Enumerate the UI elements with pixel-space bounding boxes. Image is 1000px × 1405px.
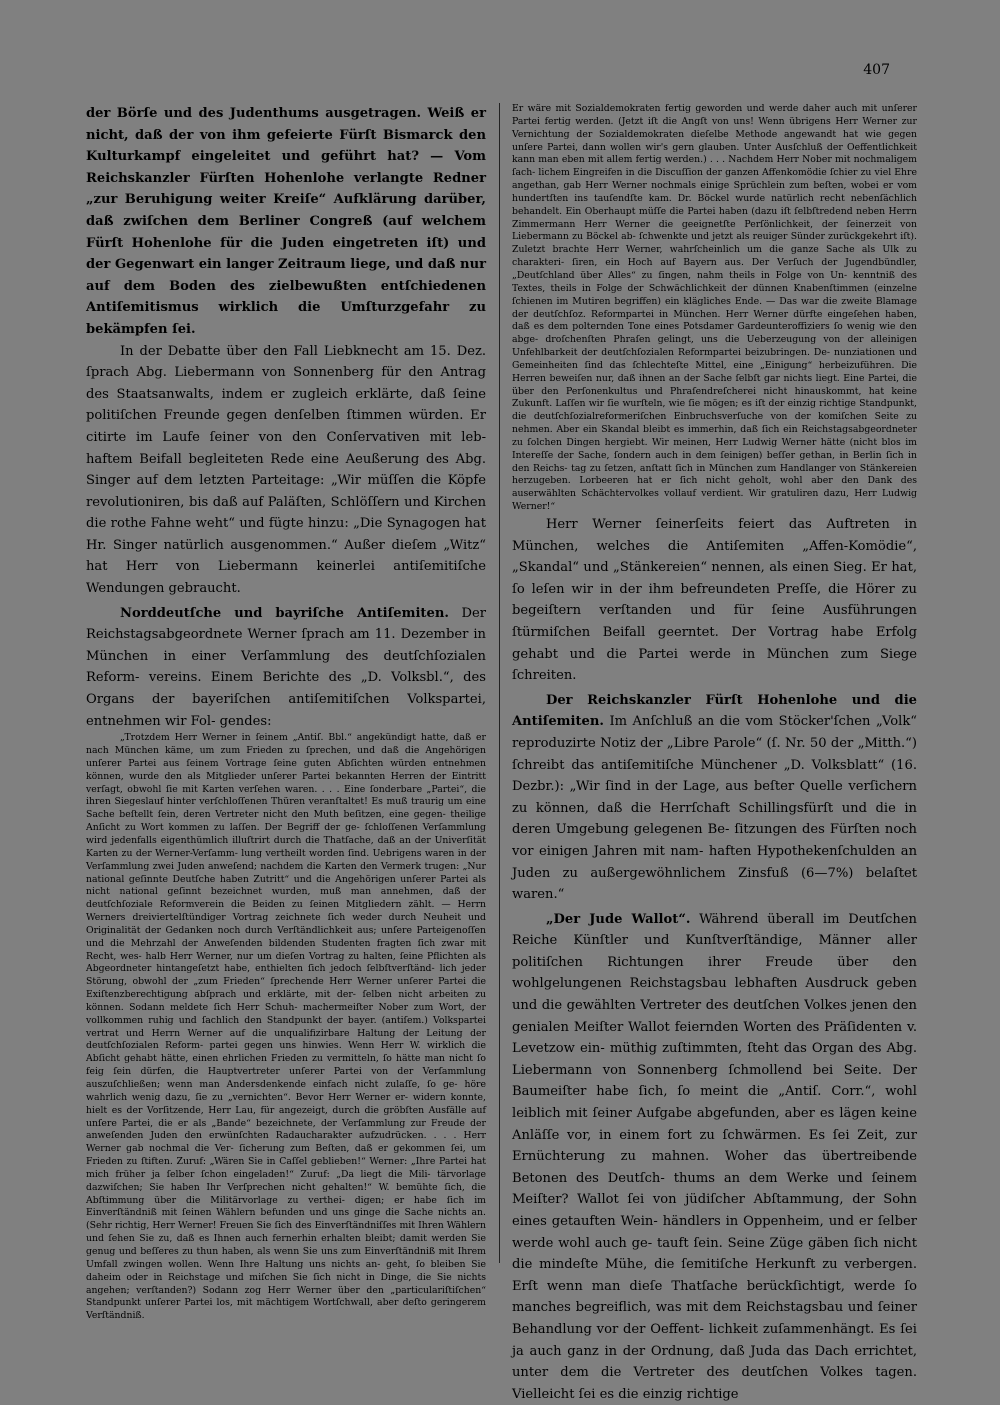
paragraph-border-kulturkampf: der Börſe und des Judenthums ausgetragen. Weiß er nicht, daß der von ihm gefeierte Fürſt Bismarck den Kulturkampf eingeleitet und geführt hat? — Vom Reichskanzler Fürſten Hohenlohe verlangte Redner „zur Beruhigung weiter Kreiſe“ Aufklärung darüber, daß zwiſchen dem Berliner Congreß (auf welchem Fürſt Hohenlohe für die Juden eingetreten iſt) und der Gegenwart ein langer Zeitraum liege, und daß nur auf dem Boden des zielbewußten entſchiedenen Antiſemitismus wirklich die Umſturzgefahr zu bekämpfen ſei.: [86, 106, 486, 337]
section-heading: „Der Jude Wallot“.: [546, 911, 691, 927]
section-body-text: Im Anſchluß an die vom Stöcker'ſchen „Volk“ reproduzirte Notiz der „Libre Parole“ (ſ. Nr. 50 der „Mitth.“) ſchreibt das antiſemitiſche Münchener „D. Volksblatt“ (16. Dezbr.): „Wir ſind in der Lage, aus beſter Quelle verſichern zu können, daß die Herrſchaft Schillingsfürſt und die in deren Umgebung gelegenen Be- ſitzungen des Fürſten noch vor einigen Jahren mit nam- haften Hypothekenſchulden an Juden zu außergewöhnlichem Zinsfuß (6—7%) belaſtet waren.“: [512, 714, 917, 903]
right-column: [512, 103, 917, 1405]
page-number: 407: [863, 62, 890, 78]
section-norddeutsche-bayrische: [86, 603, 486, 733]
section-heading: Der Reichskanzler Fürſt Hohenlohe und die Antiſemiten.: [512, 692, 917, 730]
section-heading: Norddeutſche und bayriſche Antiſemiten.: [120, 605, 449, 621]
paragraph-liebknecht-debate: In der Debatte über den Fall Liebknecht am 15. Dez. ſprach Abg. Liebermann von Sonnenberg für den Antrag des Staatsanwalts, indem er zugleich erklärte, daß ſeine politiſchen Freunde gegen denſelben ſtimmen würden. Er citirte im Laufe ſeiner von den Conſervativen mit leb- haftem Beifall begleiteten Rede eine Aeußerung des Abg. Singer auf dem letzten Parteitage: „Wir müſſen die Köpfe revolutioniren, bis daß auf Paläſten, Schlöſſern und Kirchen die rothe Fahne weht“ und fügte hinzu: „Die Synagogen hat Hr. Singer natürlich ausgenommen.“ Außer dieſem „Witz“ hat Herr von Liebermann keinerlei antiſemitiſche Wendungen gebraucht.: [86, 343, 486, 597]
quoted-report-continued: Er wäre mit Sozialdemokraten fertig geworden und werde daher auch mit unſerer Partei fertig werden. (Jetzt iſt die Angſt von uns! Wenn übrigens Herr Werner zur Vernichtung der Sozialdemokraten dieſelbe Methode angewandt hat wie gegen unſere Partei, dann wollen wir's gern glauben. Unter Ausſchluß der Oeffentlichkeit kann man eben mit allem fertig werden.) . . . Nachdem Herr Nober mit nochmaligem ſach- lichem Eingreifen in die Discuſſion der ganzen Affenkomödie ſchier zu viel Ehre angethan, gab Herr Werner nochmals einige Sprüchlein zum beſten, wobei er vom hundertſten ins tauſendſte kam. Dr. Böckel wurde natürlich recht nebenſächlich behandelt. Ein Oberhaupt müſſe die Partei haben (dazu iſt ſelbſtredend neben Herrn Zimmermann Herr Werner die geeignetſte Perſönlichkeit, der ſeinerzeit von Liebermann zu Böckel ab- ſchwenkte und jetzt als reuiger Sünder zurückgekehrt iſt). Zuletzt brachte Herr Werner, wahrſcheinlich um die ganze Sache als Ulk zu charakteri- ſiren, ein Hoch auf Bayern aus. Der Verſuch der Jugendbündler, „Deutſchland über Alles“ zu ſingen, nahm theils in Folge von Un- kenntniß des Textes, theils in Folge der Schwächlichkeit der dünnen Knabenſtimmen (einzelne ſchienen im Mutiren begriffen) ein klägliches Ende. — Das war die zweite Blamage der deutſchſoz. Reformpartei in München. Herr Werner dürfte eingeſehen haben, daß es dem polternden Tone eines Potsdamer Gardeunteroffiziers ſo wenig wie den abge- droſchenſten Phraſen gelingt, uns die Ueberzeugung von der alleinigen Unfehlbarkeit der deutſchſozialen Reformpartei beizubringen. De- nunziationen und Gemeinheiten ſind das ſchlechteſte Mittel, eine „Einigung“ herbeizuführen. Die Herren beweiſen nur, daß ihnen an der Sache ſelbſt gar nichts liegt. Eine Partei, die über den Perſonenkultus und Phraſendreſcherei nicht hinauskommt, hat keine Zukunft. Laſſen wir ſie wurſteln, wie ſie mögen; es iſt der einzig richtige Standpunkt, die deutſchſozialreformeriſchen Einbruchsverſuche von der komiſchen Seite zu nehmen. Aber ein Skandal bleibt es immerhin, daß ſich ein Reichstagsabgeordneter zu ſolchen Dingen hergiebt. Wir meinen, Herr Ludwig Werner hätte (nicht blos im Intereſſe der Sache, ſondern auch in dem ſeinigen) beſſer gethan, in Berlin ſich in den Reichs- tag zu ſetzen, anſtatt ſich in München zum Handlanger von Stänkereien herzugeben. Lorbeeren hat er ſich nicht geholt, wohl aber den Dank des auserwählten Schächtervolkes vollauf verdient. Wir gratuliren dazu, Herr Ludwig Werner!“: [512, 103, 917, 513]
section-intro-text: Der Reichstagsabgeordnete Werner ſprach am 11. Dezember in München in einer Verſammlung des deutſchſozialen Reform- vereins. Einem Berichte des „D. Volksbl.“, des Organs der bayeriſchen antiſemitiſchen Volkspartei, entnehmen wir Fol- gendes:: [86, 605, 486, 729]
section-hohenlohe: [512, 690, 917, 906]
quoted-report-text: „Trotzdem Herr Werner in ſeinem „Antiſ. Bbl.“ angekündigt hatte, daß er nach München käme, um zum Frieden zu ſprechen, und daß die Angehörigen unſerer Partei aus ſeinem Vortrage ſeine guten Abſichten würden entnehmen können, wurde den als Mitglieder unſerer Partei bekannten Herren der Eintritt verſagt, obwohl ſie mit Karten verſehen waren. . . . Eine ſonderbare „Partei“, die ihren Siegeslauf hinter verſchloſſenen Thüren veranſtaltet! Es muß traurig um eine Sache beſtellt ſein, deren Vertreter nicht den Muth beſitzen, eine gegen- theilige Anſicht zu Wort kommen zu laſſen. Der Begriff der ge- ſchloſſenen Verſammlung wird jedenfalls eigenthümlich illuſtrirt durch die Thatſache, daß an der Univerſität Karten zu der Werner-Verſamm- lung vertheilt worden ſind. Uebrigens waren in der Verſammlung zwei Juden anweſend; nachdem die Karten den Vermerk trugen: „Nur national geſinnte Deutſche haben Zutritt“ und die Angehörigen unſerer Partei als nicht national geſinnt bezeichnet wurden, muß man annehmen, daß der deutſchſoziale Reformverein die Beiden zu ſeinen Mitgliedern zählt. — Herrn Werners dreiviertelſtündiger Vortrag zeichnete ſich weder durch Neuheit und Originalität der Gedanken noch durch Verſtändlichkeit aus; unſere Parteigenoſſen und die Mehrzahl der Anweſenden bildenden Studenten fragten ſich zwar mit Recht, wes- halb Herr Werner, nur um dieſen Vortrag zu halten, ſeine Pflichten als Abgeordneter hintangeſetzt habe, enthielten ſich jedoch ſelbſtverſtänd- lich jeder Störung, obwohl der „zum Frieden“ ſprechende Herr Werner unſerer Partei die Exiſtenzberechtigung abſprach und erklärte, mit der- ſelben nicht arbeiten zu können. Sodann meldete ſich Herr Schuh- machermeiſter Nober zum Wort, der vollkommen ruhig und ſachlich den Standpunkt der bayer. (antiſem.) Volkspartei vertrat und Herrn Werner auf die unqualifizirbare Haltung der Leitung der deutſchſozialen Reform- partei gegen uns hinwies. Wenn Herr W. wirklich die Abſicht gehabt hätte, einen ehrlichen Frieden zu vermitteln, ſo hätte man nicht ſo feig ſein dürfen, die Hauptvertreter unſerer Partei von der Verſammlung auszuſchließen; wenn man Andersdenkende einfach nicht zulaſſe, ſo ge- höre wahrlich wenig dazu, ſie zu „vernichten“. Bevor Herr Werner er- widern konnte, hielt es der Vorſitzende, Herr Lau, für angezeigt, durch die gröbſten Ausfälle auf unſere Partei, die er als „Bande“ bezeichnete, der Verſammlung zur Freude der anweſenden Juden den erwünſchten Radaucharakter aufzudrücken. . . . Herr Werner gab nochmal die Ver- ſicherung zum Beſten, daß er gekommen ſei, um Frieden zu ſtiften. Zuruf: „Wären Sie in Caſſel geblieben!“ Werner: „Ihre Partei hat mich früher ja ſelber ſchon eingeladen!“ Zuruf: „Da liegt die Mili- tärvorlage dazwiſchen; Sie haben Ihr Verſprechen nicht gehalten!“ W. bemühte ſich, die Abſtimmung über die Militärvorlage zu verthei- digen; er habe ſich im Einverſtändniß mit ſeinen Wählern befunden und uns ginge die Sache nichts an. (Sehr richtig, Herr Werner! Freuen Sie ſich des Einverſtändniſſes mit Ihren Wählern und ſehen Sie zu, daß es Ihnen auch fernerhin erhalten bleibt; damit werden Sie genug und beſſeres zu thun haben, als wenn Sie uns zum Einverſtändniß mit Ihrem Umfall zwingen wollen. Wenn Ihre Haltung uns nichts an- geht, ſo bleiben Sie daheim oder in Reichstage und miſchen Sie ſich nicht in Dinge, die Sie nichts angehen; verſtanden?) Sodann zog Herr Werner über den „particulariſtiſchen“ Standpunkt unſerer Partei los, mit mächtigem Wortſchwall, aber deſto geringerem Verſtändniß.: [86, 732, 486, 1322]
section-body-text: Während überall im Deutſchen Reiche Künſtler und Kunſtverſtändige, Männer aller politiſchen Richtungen ihrer Freude über den wohlgelungenen Reichstagsbau lebhaften Ausdruck geben und die gewählten Vertreter des deutſchen Volkes jenen den genialen Meiſter Wallot feiernden Worten des Präſidenten v. Levetzow ein- müthig zuſtimmten, ſteht das Organ des Abg. Liebermann von Sonnenberg ſchmollend bei Seite. Der Baumeiſter habe ſich, ſo meint die „Antiſ. Corr.“, wohl leiblich mit ſeiner Aufgabe abgefunden, aber es lägen keine Anläſſe vor, in einem fort zu ſchwärmen. Es ſei Zeit, zur Ernüchterung zu mahnen. Woher das übertreibende Betonen des Deutſch- thums an dem Werke und ſeinem Meiſter? Wallot ſei von jüdiſcher Abſtammung, der Sohn eines getauften Wein- händlers in Oppenheim, und er ſelber werde wohl auch ge- tauft ſein. Seine Züge gäben ſich nicht die mindeſte Mühe, die ſemitiſche Herkunft zu verbergen. Erſt wenn man dieſe Thatſache berückſichtigt, werde ſo manches begreiflich, was mit dem Reichstagsbau und ſeiner Behandlung vor der Oeffent- lichkeit zuſammenhängt. Es ſei ja auch ganz in der Ordnung, daß Juda das Dach errichtet, unter dem die Vertreter des deutſchen Volkes tagen. Vielleicht ſei es die einzig richtige: [512, 911, 917, 1402]
column-divider: [499, 103, 500, 1263]
section-jude-wallot: [512, 909, 917, 1405]
left-column: [86, 103, 486, 1323]
paragraph-werner-victory: Herr Werner ſeinerſeits feiert das Auftreten in München, welches die Antiſemiten „Affen-Komödie“, „Skandal“ und „Stänkereien“ nennen, als einen Sieg. Er hat, ſo leſen wir in der ihm befreundeten Preſſe, die Hörer zu begeiſtern verſtanden und für ſeine Ausführungen ſtürmiſchen Beifall geerntet. Der Vortrag habe Erfolg gehabt und die Partei werde in München zum Siege ſchreiten.: [512, 517, 917, 684]
